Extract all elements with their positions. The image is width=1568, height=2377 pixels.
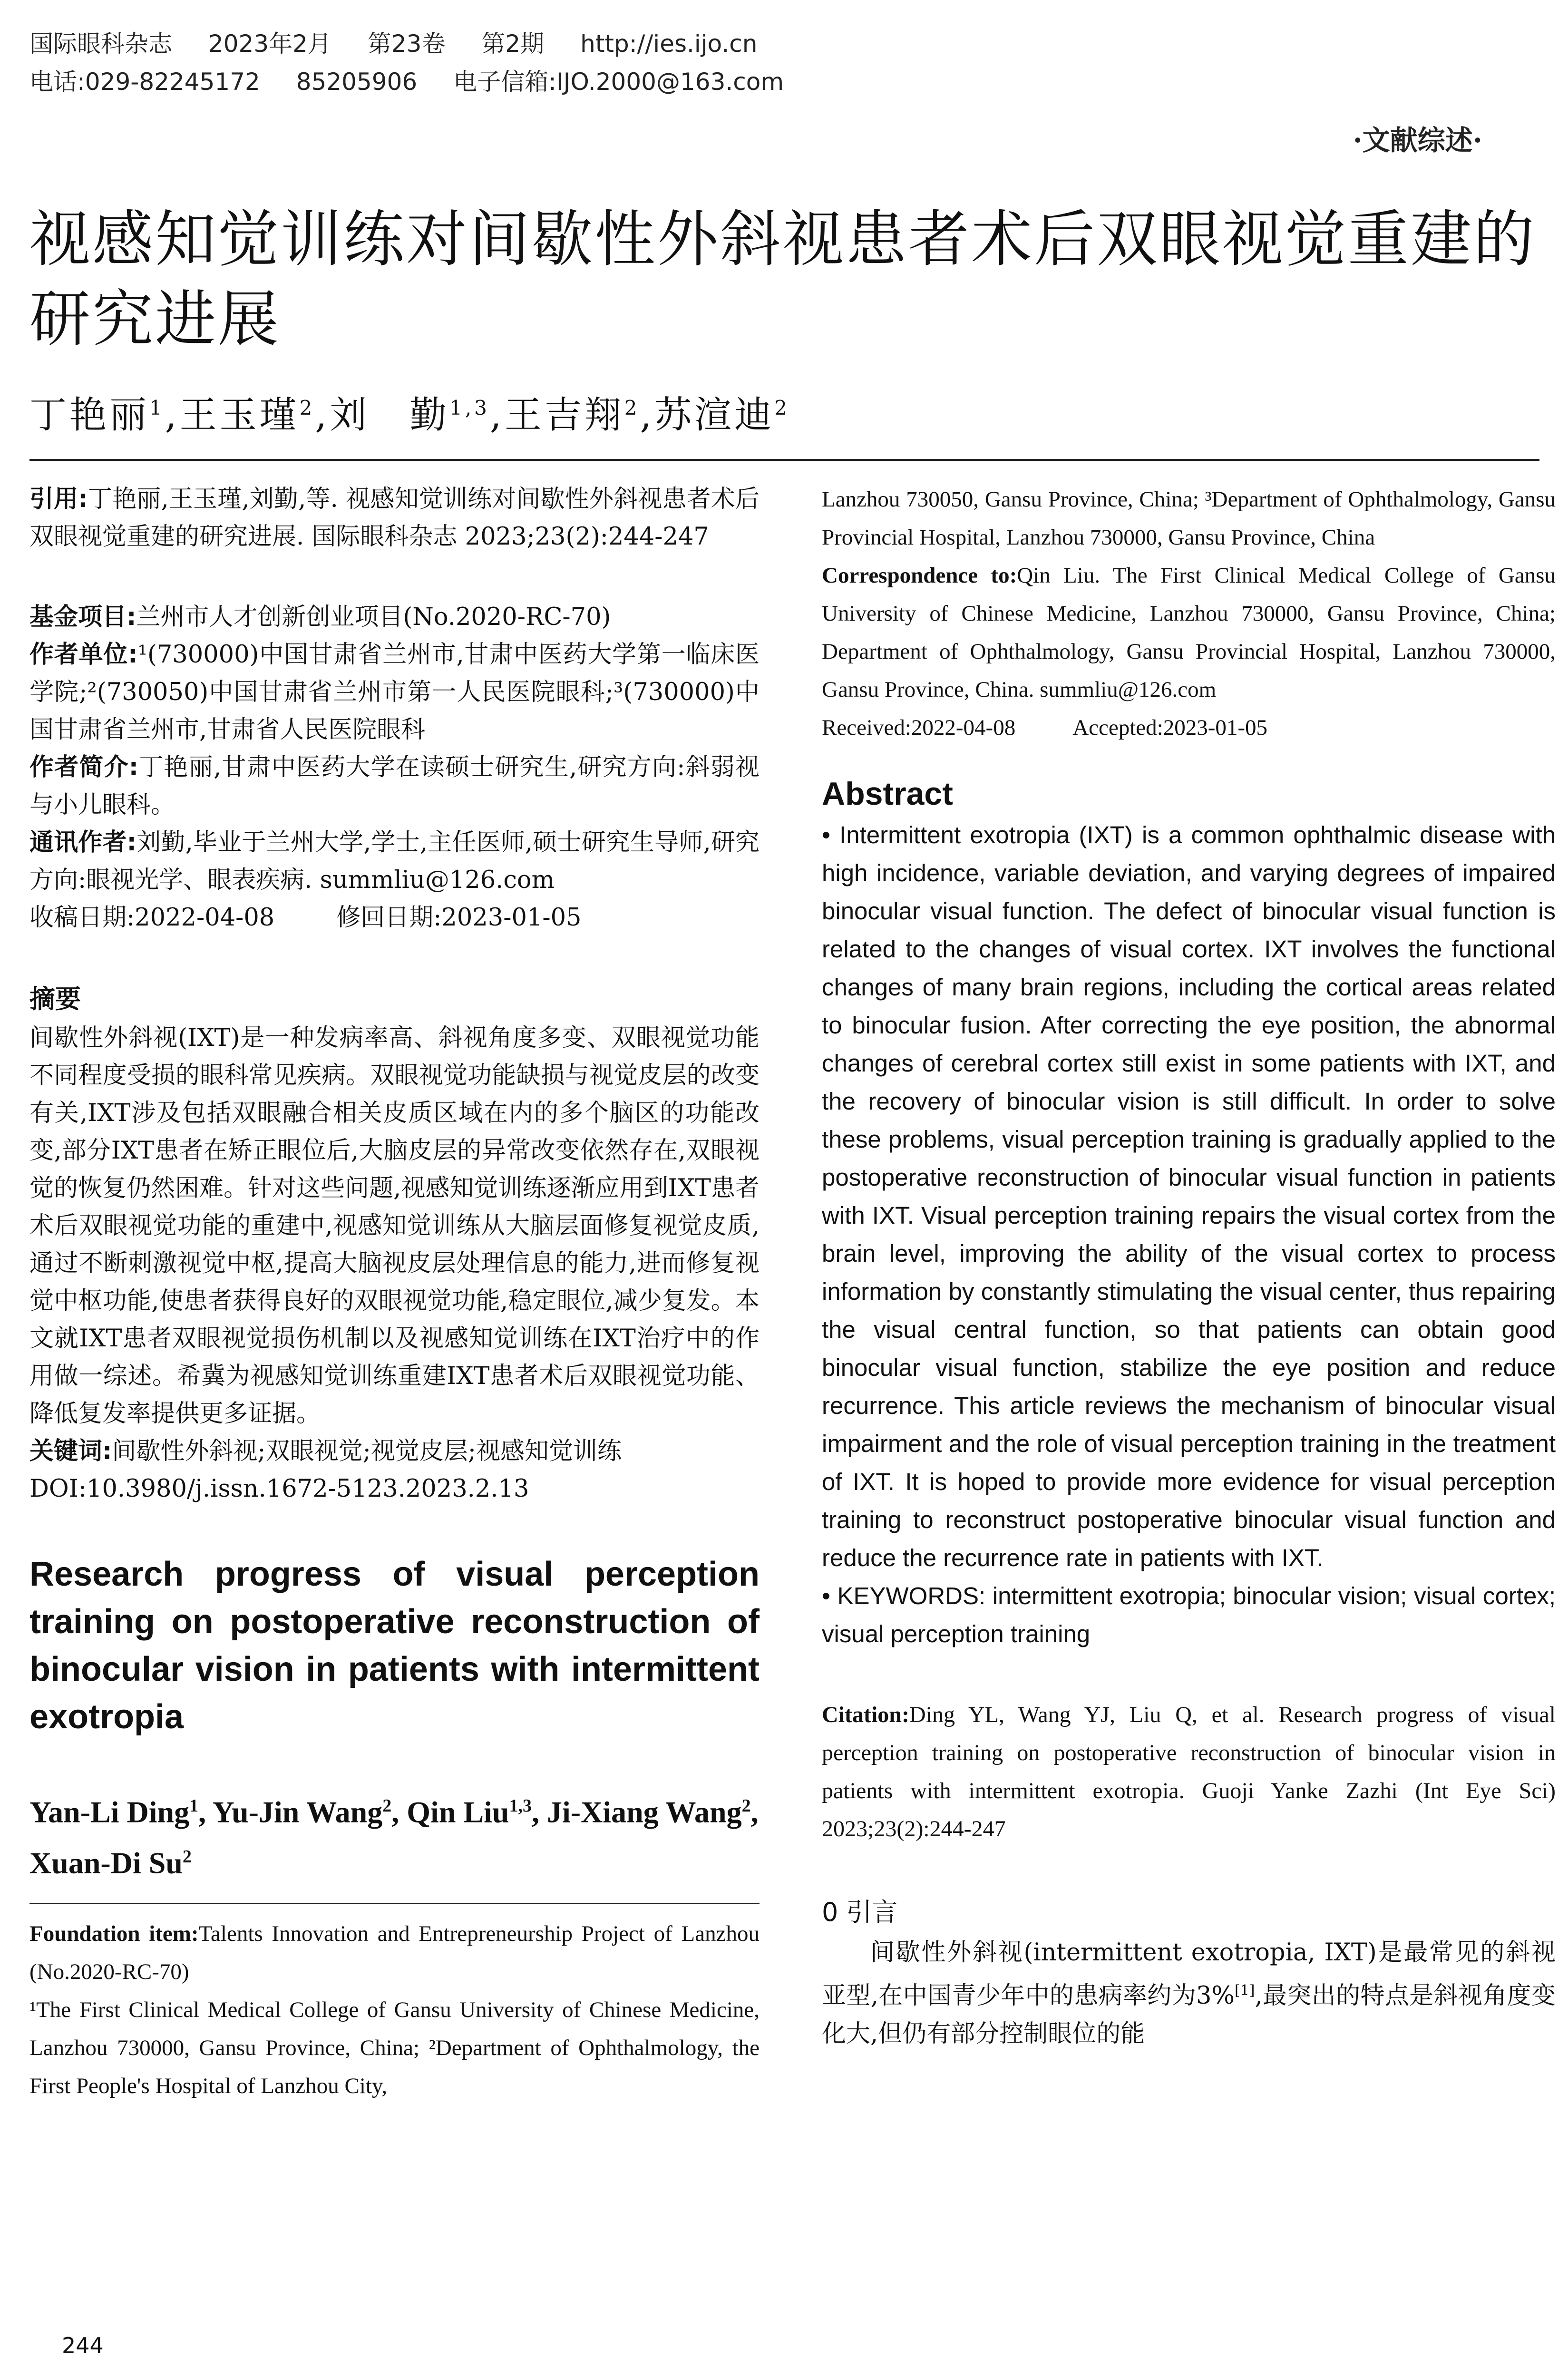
authors-cn: 丁艳丽$^1$,王玉瑾$^2$,刘 勤$^{1,3}$,王吉翔$^2$,苏渲迪$^2$: [29, 394, 790, 437]
doi[interactable]: DOI:10.3980/j.issn.1672-5123.2023.2.13: [29, 1475, 529, 1503]
author-name: 刘 勤: [330, 394, 450, 437]
article-title-cn: 视感知觉训练对间歇性外斜视患者术后双眼视觉重建的研究进展: [29, 204, 1537, 355]
left-column: [29, 480, 760, 2105]
journal-name: 国际眼科杂志: [29, 30, 172, 58]
abstract-en: • Intermittent exotropia (IXT) is a common ophthalmic disease with high incidence, variable deviation, and varying degrees of impaired binocular visual function. The defect of binocular visual function is related to the changes of visual cortex. IXT involves the functional changes of many brain regions, including the cortical areas related to binocular fusion. After correcting the eye position, the abnormal changes of cerebral cortex still exist in some patients with IXT, and the recovery of binocular vision is still difficult. In order to solve these problems, visual perception training is gradually applied to the postoperative reconstruction of binocular visual function in patients with IXT. Visual perception training repairs the visual cortex from the brain level, improving the ability of the visual cortex to process information by constantly stimulating the visual center, thus repairing the visual central function, so that patients can obtain good binocular visual function, stabilize the eye position and reduce recurrence. This article reviews the mechanism of binocular visual impairment and the role of visual perception training in the treatment of IXT. It is hoped to provide more evidence for visual perception training to reconstruct postoperative binocular visual function and reduce the recurrence rate in patients with IXT.: [822, 821, 1556, 1571]
author-aff: 2: [624, 396, 640, 419]
right-column: [822, 480, 1556, 2053]
abstract-heading-en: Abstract: [822, 776, 953, 812]
affiliation-en-part2: Lanzhou 730050, Gansu Province, China; ³Department of Ophthalmology, Gansu Provincial Hospital, Lanzhou 730000, Gansu Province, China: [822, 487, 1556, 550]
corresponding-author: 通讯作者:刘勤,毕业于兰州大学,学士,主任医师,硕士研究生导师,研究方向:眼视光学、眼表疾病. summliu@126.com: [29, 828, 760, 894]
journal-header-line1: [29, 25, 786, 59]
abstract-heading-cn: 摘要: [29, 984, 81, 1014]
author-name: 王吉翔: [504, 394, 624, 437]
phone-2: 85205906: [296, 68, 418, 96]
dates-en: Received:2022-04-08 Accepted:2023-01-05: [822, 715, 1268, 740]
journal-url[interactable]: http://ies.ijo.cn: [580, 30, 758, 58]
page-number: 244: [62, 2333, 104, 2358]
email: 电子信箱:IJO.2000@163.com: [453, 68, 784, 96]
correspondence-en: Correspondence to:Qin Liu. The First Clinical Medical College of Gansu University of Chinese Medicine, Lanzhou 730000, Gansu Province, China; Department of Ophthalmology, Gansu Provincial Hospital, Lanzhou 730000, Gansu Province, China. summliu@126.com: [822, 563, 1556, 702]
citation-cn: 引用:丁艳丽,王玉瑾,刘勤,等. 视感知觉训练对间歇性外斜视患者术后双眼视觉重建的研究进展. 国际眼科杂志 2023;23(2):244-247: [29, 485, 760, 551]
author-aff: 1: [149, 396, 165, 419]
volume: 第23卷: [367, 30, 446, 58]
author-aff: 2: [774, 396, 790, 419]
journal-header-line2: [29, 63, 812, 97]
intro-heading: 0 引言: [822, 1897, 898, 1927]
author-name: 苏渲迪: [654, 394, 775, 437]
author-intro: 作者简介:丁艳丽,甘肃中医药大学在读硕士研究生,研究方向:斜弱视与小儿眼科。: [29, 753, 760, 819]
abstract-cn: 间歇性外斜视(IXT)是一种发病率高、斜视角度多变、双眼视觉功能不同程度受损的眼科常见疾病。双眼视觉功能缺损与视觉皮层的改变有关,IXT涉及包括双眼融合相关皮质区域在内的多个脑区的功能改变,部分IXT患者在矫正眼位后,大脑皮层的异常改变依然存在,双眼视觉的恢复仍然困难。针对这些问题,视感知觉训练逐渐应用到IXT患者术后双眼视觉功能的重建中,视感知觉训练从大脑层面修复视觉皮质,通过不断刺激视觉中枢,提高大脑视皮层处理信息的能力,进而修复视觉中枢功能,使患者获得良好的双眼视觉功能,稳定眼位,减少复发。本文就IXT患者双眼视觉损伤机制以及视感知觉训练在IXT治疗中的作用做一综述。希冀为视感知觉训练重建IXT患者术后双眼视觉功能、降低复发率提供更多证据。: [29, 1024, 760, 1428]
author-affiliation-cn: 作者单位:¹(730000)中国甘肃省兰州市,甘肃中医药大学第一临床医学院;²(730050)中国甘肃省兰州市第一人民医院眼科;³(730000)中国甘肃省兰州市,甘肃省人民医院眼科: [29, 641, 760, 744]
reference-marker[interactable]: [1]: [1234, 1982, 1255, 1999]
keywords-cn: 关键词:间歇性外斜视;双眼视觉;视觉皮层;视感知觉训练: [29, 1437, 622, 1465]
affiliation-en-part1: ¹The First Clinical Medical College of Gansu University of Chinese Medicine, Lanzhou 730000, Gansu Province, China; ²Department of Ophthalmology, the First People's Hospital of Lanzhou City,: [29, 1997, 760, 2098]
keywords-en: • KEYWORDS: intermittent exotropia; binocular vision; visual cortex; visual perception training: [822, 1582, 1556, 1647]
article-title-en: Research progress of visual perception training on postoperative reconstruction of binocular vision in patients with intermittent exotropia: [29, 1555, 760, 1736]
foundation-item-en: Foundation item:Talents Innovation and Entrepreneurship Project of Lanzhou (No.2020-RC-70): [29, 1921, 760, 1984]
issue: 第2期: [481, 30, 545, 58]
author-aff: 2: [299, 396, 315, 419]
issue-date: 2023年2月: [208, 30, 331, 58]
author-aff: 1,3: [449, 396, 490, 419]
fund-item: 基金项目:兰州市人才创新创业项目(No.2020-RC-70): [29, 603, 611, 631]
author-name: 丁艳丽: [29, 394, 150, 437]
authors-en: Yan-Li Ding$^1$, Yu-Jin Wang$^2$, Qin Liu$^{1,3}$, Ji-Xiang Wang$^2$, Xuan-Di Su$^2$: [29, 1795, 759, 1880]
section-tag: ·文献综述·: [1353, 124, 1482, 156]
intro-text: 间歇性外斜视(intermittent exotropia, IXT)是最常见的斜视亚型,在中国青少年中的患病率约为3%[1],最突出的特点是斜视角度变化大,但仍有部分控制眼位的能: [822, 1939, 1556, 2048]
left-divider: [29, 1903, 760, 1904]
top-divider: [29, 459, 1539, 461]
phone: 电话:029-82245172: [29, 68, 260, 96]
dates-cn: 收稿日期:2022-04-08 修回日期:2023-01-05: [29, 904, 582, 932]
citation-en: Citation:Ding YL, Wang YJ, Liu Q, et al. Research progress of visual perception training on postoperative reconstruction of binocular vision in patients with intermittent exotropia. Guoji Yanke Zazhi (Int Eye Sci) 2023;23(2):244-247: [822, 1702, 1556, 1841]
author-name: 王玉瑾: [179, 394, 300, 437]
